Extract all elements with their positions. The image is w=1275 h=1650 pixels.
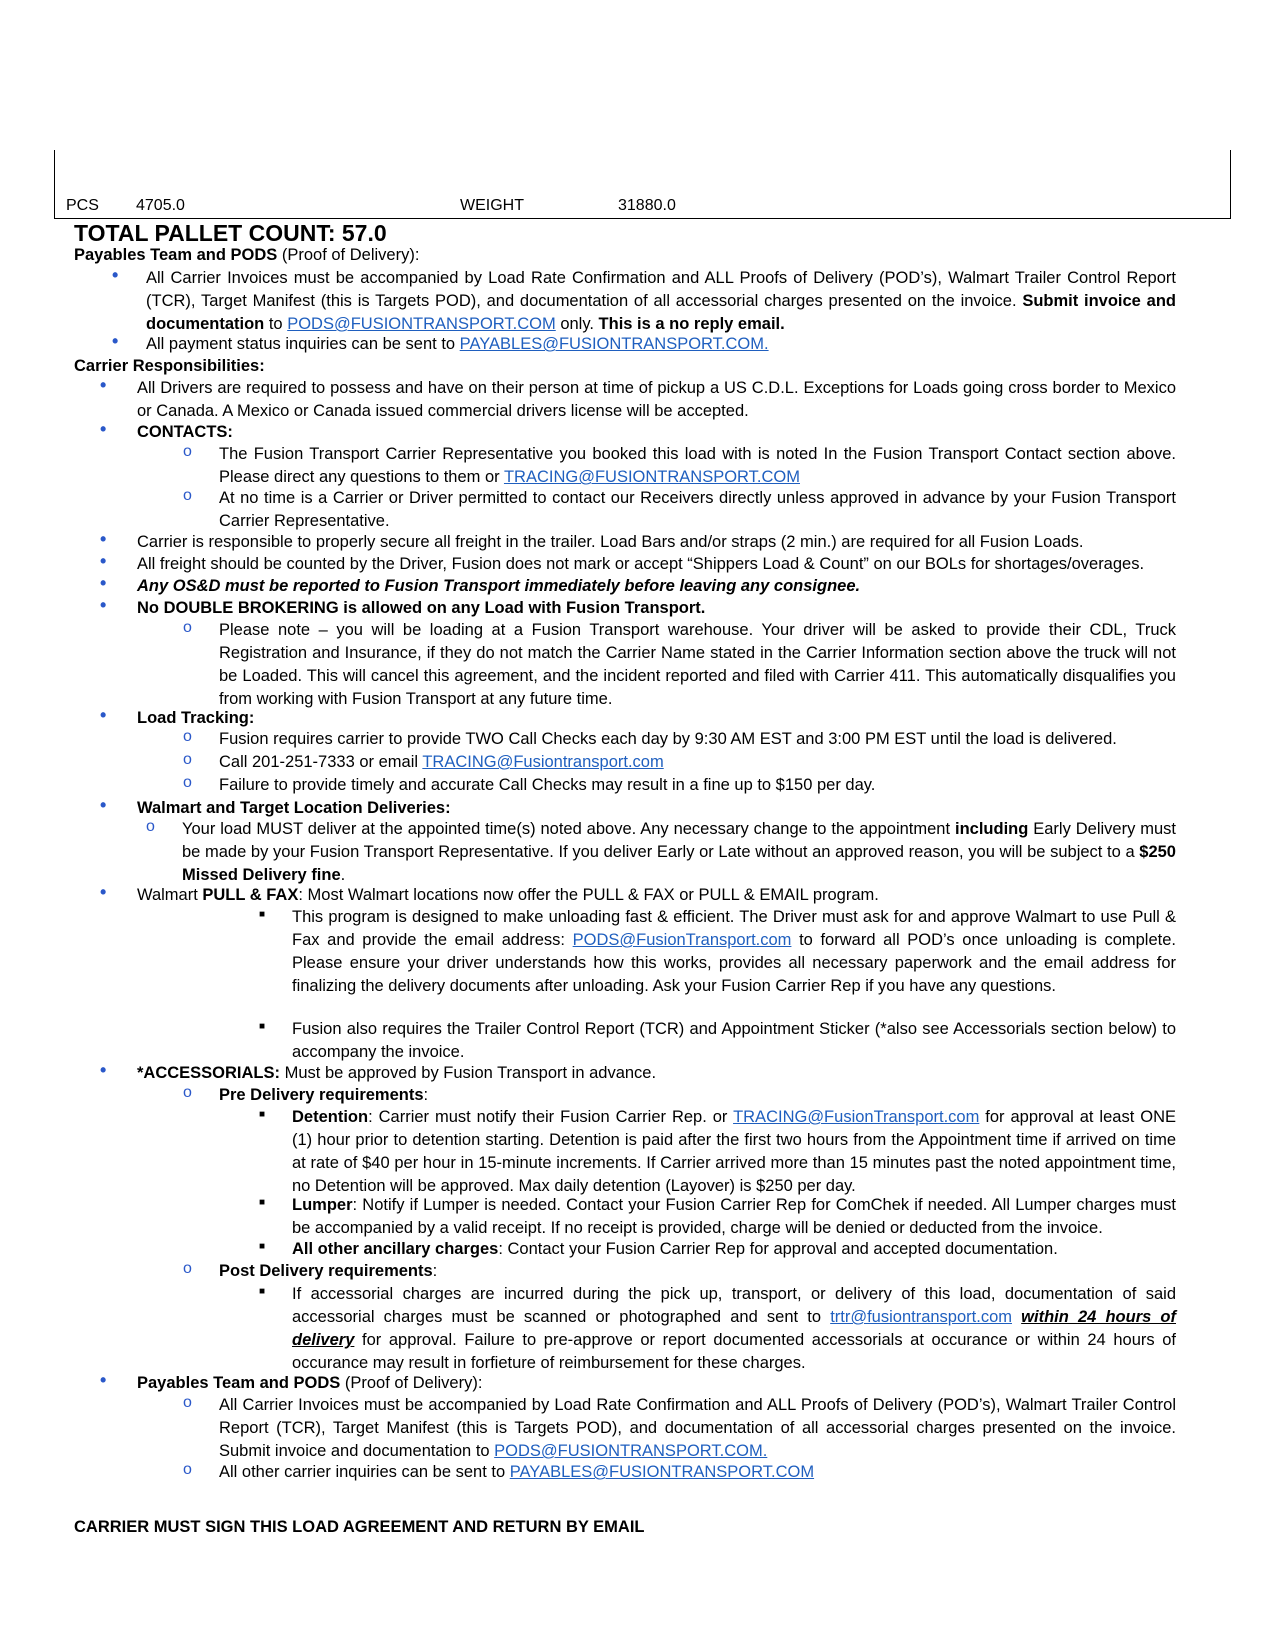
square-bullet-icon: ■ xyxy=(259,1197,266,1208)
square-bullet-icon: ■ xyxy=(259,1021,266,1032)
double-brokering-detail: Please note – you will be loading at a Fusion Transport warehouse. Your driver will be asked to provide their CDL, Truck Registration and Insurance, if they do not match the Carrier Name stated in the Carrier Information section above the truck will not be Loaded. This will cancel this agreement, and the incident reported and filed with Carrier 411. This automatically disqualifies you from working with Fusion Transport at any future time. xyxy=(219,621,1176,708)
circle-bullet-icon: o xyxy=(183,751,192,768)
circle-bullet-icon: o xyxy=(183,728,192,745)
circle-bullet-icon: o xyxy=(183,443,192,460)
payables-heading: Payables Team and PODS (Proof of Delivery): xyxy=(74,246,420,264)
contacts-item-2: At no time is a Carrier or Driver permitted to contact our Receivers directly unless approved in advance by your Fusion Transport Carrier Representative. xyxy=(219,489,1176,530)
freight-count: All freight should be counted by the Driver, Fusion does not mark or accept “Shippers Load & Count” on our BOLs for shortages/overages. xyxy=(137,555,1145,573)
trtr-email-link[interactable]: trtr@fusiontransport.com xyxy=(830,1308,1012,1326)
contacts-item-1: The Fusion Transport Carrier Representative you booked this load with is noted In the Fusion Transport Contact section above. Please direct any questions to them or TRACING@FUSIONTRANSPORT.COM xyxy=(219,445,1176,486)
payables-item-2: All payment status inquiries can be sent to PAYABLES@FUSIONTRANSPORT.COM. xyxy=(146,335,769,353)
circle-bullet-icon: o xyxy=(183,774,192,791)
bullet-icon: • xyxy=(100,795,107,815)
pull-fax-heading: Walmart PULL & FAX: Most Walmart locations now offer the PULL & FAX or PULL & EMAIL program. xyxy=(137,886,879,904)
payables-bottom-heading: Payables Team and PODS (Proof of Delivery): xyxy=(137,1374,483,1392)
circle-bullet-icon: o xyxy=(183,619,192,636)
bullet-icon: • xyxy=(100,882,107,902)
bullet-icon: • xyxy=(100,573,107,593)
tracing-email-link-2[interactable]: TRACING@Fusiontransport.com xyxy=(422,753,664,771)
total-pallet-count: TOTAL PALLET COUNT: 57.0 xyxy=(74,220,387,246)
post-delivery-heading: Post Delivery requirements: xyxy=(219,1262,438,1280)
double-brokering-heading: No DOUBLE BROKERING is allowed on any Load with Fusion Transport. xyxy=(137,599,706,617)
bullet-icon: • xyxy=(100,705,107,725)
square-bullet-icon: ■ xyxy=(259,1109,266,1120)
payables-bottom-item-2: All other carrier inquiries can be sent to PAYABLES@FUSIONTRANSPORT.COM xyxy=(219,1463,815,1481)
tracking-item-1: Fusion requires carrier to provide TWO Call Checks each day by 9:30 AM EST and 3:00 PM EST until the load is delivered. xyxy=(219,730,1117,748)
tracing-email-link[interactable]: TRACING@FUSIONTRANSPORT.COM xyxy=(503,468,800,486)
post-delivery-detail: If accessorial charges are incurred during the pick up, transport, or delivery of this load, documentation of said accessorial charges must be scanned or photographed and sent to trtr@fusiontransport.com within 24 hours of delivery for approval. Failure to pre-approve or report documented accessorials at occurance or within 24 hours of occurance may result in forfieture of reimbursement for these charges. xyxy=(292,1285,1177,1372)
circle-bullet-icon: o xyxy=(146,818,155,835)
circle-bullet-icon: o xyxy=(183,487,192,504)
osd-notice: Any OS&D must be reported to Fusion Transport immediately before leaving any consignee. xyxy=(137,577,861,595)
tracing-fusion-email-link[interactable]: TRACING@FusionTransport.com xyxy=(733,1108,980,1126)
pcs-label: PCS xyxy=(66,197,99,214)
bullet-icon: • xyxy=(100,595,107,615)
pre-delivery-heading: Pre Delivery requirements: xyxy=(219,1086,429,1104)
lumper-item: Lumper: Notify if Lumper is needed. Contact your Fusion Carrier Rep for ComChek if needed. All Lumper charges must be accompanied by a valid receipt. If no receipt is provided, charge will be denied or deducted from the invoice. xyxy=(292,1196,1176,1237)
pods-fusion-email-link[interactable]: PODS@FusionTransport.com xyxy=(572,931,792,949)
circle-bullet-icon: o xyxy=(183,1260,192,1277)
bullet-icon: • xyxy=(100,1370,107,1390)
circle-bullet-icon: o xyxy=(183,1394,192,1411)
cdl-requirement: All Drivers are required to possess and have on their person at time of pickup a US C.D.L. Exceptions for Loads going cross border to Mexico or Canada. A Mexico or Canada issued commercial drivers license will be accepted. xyxy=(137,379,1176,420)
bullet-icon: • xyxy=(112,331,119,351)
square-bullet-icon: ■ xyxy=(259,1286,266,1297)
pull-fax-item-1: This program is designed to make unloading fast & efficient. The Driver must ask for and approve Walmart to use Pull & Fax and provide the email address: PODS@FusionTransport.com to forward all POD’s once unloading is complete. Please ensure your driver understands how this works, provides all necessary paperwork and the email address for finalizing the delivery documents after unloading. Ask your Fusion Carrier Rep if you have any questions. xyxy=(292,908,1176,995)
payables-bottom-item-1: All Carrier Invoices must be accompanied by Load Rate Confirmation and ALL Proofs of Delivery (POD’s), Walmart Trailer Control Report (TCR), Target Manifest (this is Targets POD), and documentation of all accessorial charges presented on the invoice. Submit invoice and documentation to PODS@FUSIONTRANSPORT.COM. xyxy=(219,1396,1176,1460)
weight-value: 31880.0 xyxy=(618,197,676,214)
secure-freight: Carrier is responsible to properly secure all freight in the trailer. Load Bars and/or straps (2 min.) are required for all Fusion Loads. xyxy=(137,533,1084,551)
bullet-icon: • xyxy=(100,419,107,439)
tracking-item-2: Call 201-251-7333 or email TRACING@Fusiontransport.com xyxy=(219,753,664,771)
bullet-icon: • xyxy=(100,375,107,395)
bullet-icon: • xyxy=(100,1060,107,1080)
payables-email-link-2[interactable]: PAYABLES@FUSIONTRANSPORT.COM xyxy=(509,1463,815,1481)
detention-item: Detention: Carrier must notify their Fusion Carrier Rep. or TRACING@FusionTransport.com for approval at least ONE (1) hour prior to detention starting. Detention is paid after the first two hours from the Appointment time if arrived on time at rate of $40 per hour in 15-minute increments. If Carrier arrived more than 15 minutes past the noted appointment time, no Detention will be approved. Max daily detention (Layover) is $250 per day. xyxy=(292,1108,1176,1195)
bullet-icon: • xyxy=(100,551,107,571)
pods-email-link[interactable]: PODS@FUSIONTRANSPORT.COM xyxy=(287,315,556,333)
weight-label: WEIGHT xyxy=(460,197,524,214)
carrier-responsibilities-heading: Carrier Responsibilities: xyxy=(74,357,265,375)
sign-and-return-footer: CARRIER MUST SIGN THIS LOAD AGREEMENT AND RETURN BY EMAIL xyxy=(74,1518,645,1536)
square-bullet-icon: ■ xyxy=(259,909,266,920)
bullet-icon: • xyxy=(100,529,107,549)
payables-email-link[interactable]: PAYABLES@FUSIONTRANSPORT.COM. xyxy=(459,335,769,353)
pcs-value: 4705.0 xyxy=(136,197,185,214)
square-bullet-icon: ■ xyxy=(259,1241,266,1252)
load-tracking-heading: Load Tracking: xyxy=(137,709,255,727)
contacts-heading: CONTACTS: xyxy=(137,423,233,441)
accessorials-heading: *ACCESSORIALS: Must be approved by Fusion Transport in advance. xyxy=(137,1064,657,1082)
bullet-icon: • xyxy=(112,265,119,285)
pods-email-link-2[interactable]: PODS@FUSIONTRANSPORT.COM. xyxy=(494,1442,768,1460)
walmart-target-detail: Your load MUST deliver at the appointed time(s) noted above. Any necessary change to the appointment including Early Delivery must be made by your Fusion Transport Representative. If you deliver Early or Late without an approved reason, you will be subject to a $250 Missed Delivery fine. xyxy=(182,820,1176,884)
walmart-target-heading: Walmart and Target Location Deliveries: xyxy=(137,799,451,817)
tracking-item-3: Failure to provide timely and accurate Call Checks may result in a fine up to $150 per day. xyxy=(219,776,876,794)
pull-fax-item-2: Fusion also requires the Trailer Control Report (TCR) and Appointment Sticker (*also see Accessorials section below) to accompany the invoice. xyxy=(292,1020,1176,1061)
payables-item-1: All Carrier Invoices must be accompanied by Load Rate Confirmation and ALL Proofs of Delivery (POD’s), Walmart Trailer Control Report (TCR), Target Manifest (this is Targets POD), and documentation of all accessorial charges presented on the invoice. Submit invoice and documentation to PODS@FUSIONTRANSPORT.COM only. This is a no reply email. xyxy=(146,269,1176,333)
circle-bullet-icon: o xyxy=(183,1461,192,1478)
circle-bullet-icon: o xyxy=(183,1084,192,1101)
ancillary-item: All other ancillary charges: Contact your Fusion Carrier Rep for approval and accepted documentation. xyxy=(292,1240,1058,1258)
